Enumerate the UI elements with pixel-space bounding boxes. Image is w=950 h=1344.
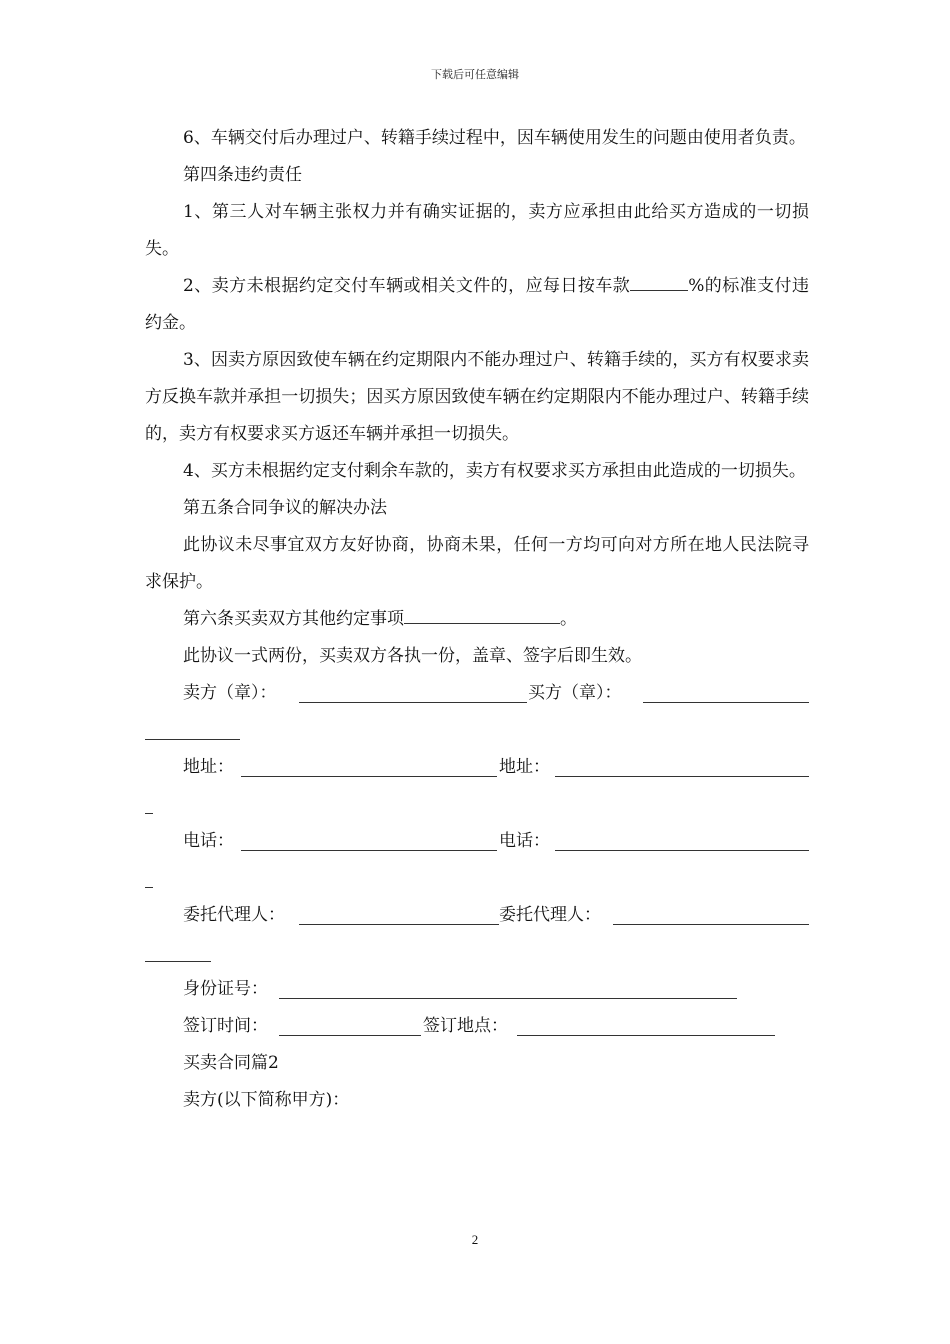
seller-phone-label: 电话： <box>183 831 234 851</box>
seller-address-line[interactable] <box>241 776 497 777</box>
buyer-agent-line[interactable] <box>613 924 809 925</box>
section-2-seller: 卖方(以下简称甲方)： <box>183 1090 350 1110</box>
address-row-tail <box>145 786 809 823</box>
seal-row-tail <box>145 712 809 749</box>
other-terms-blank[interactable] <box>404 609 560 624</box>
seller-address-label: 地址： <box>183 757 234 777</box>
phone-row-tail <box>145 860 809 897</box>
dispute-clause: 此协议未尽事宜双方友好协商，协商未果，任何一方均可向对方所在地人民法院寻求保护。 <box>145 535 809 592</box>
section-2-title: 买卖合同篇2 <box>183 1053 279 1073</box>
address-row <box>145 749 809 786</box>
buyer-seal-label: 买方（章）： <box>528 683 622 703</box>
seller-agent-label: 委托代理人： <box>183 905 285 925</box>
article-6: 第六条买卖双方其他约定事项 。 <box>183 609 577 629</box>
sign-place-line[interactable] <box>517 1035 775 1036</box>
document-body <box>145 120 809 1119</box>
seller-agent-line[interactable] <box>299 924 499 925</box>
sign-time-line[interactable] <box>279 1035 421 1036</box>
agent-row <box>145 897 809 934</box>
article-5-title: 第五条合同争议的解决办法 <box>183 498 387 518</box>
seller-seal-label: 卖方（章）： <box>183 683 277 703</box>
agent-row-tail <box>145 934 809 971</box>
sign-time-label: 签订时间： <box>183 1016 268 1036</box>
seller-phone-line[interactable] <box>241 850 497 851</box>
clause-6: 6、车辆交付后办理过户、转籍手续过程中，因车辆使用发生的问题由使用者负责。 <box>183 128 806 148</box>
seal-row <box>145 675 809 712</box>
buyer-seal-line[interactable] <box>643 702 809 703</box>
clause-4-1: 1、第三人对车辆主张权力并有确实证据的，卖方应承担由此给买方造成的一切损失。 <box>145 202 809 259</box>
page-number: 2 <box>471 1232 479 1247</box>
clause-4-2: 2、卖方未根据约定交付车辆或相关文件的，应每日按车款 %的标准支付违约金。 <box>145 276 809 333</box>
article-4-title: 第四条违约责任 <box>183 165 302 185</box>
id-number-line[interactable] <box>279 998 737 999</box>
buyer-phone-line[interactable] <box>555 850 809 851</box>
sign-place-label: 签订地点： <box>423 1016 508 1036</box>
page-header: 下载后可任意编辑 <box>431 68 519 81</box>
clause-4-3: 3、因卖方原因致使车辆在约定期限内不能办理过户、转籍手续的，买方有权要求卖方反换车款并承担一切损失；因买方原因致使车辆在约定期限内不能办理过户、转籍手续的，卖方有权要求买方返还车辆并承担一切损失。 <box>145 350 809 444</box>
sign-row <box>145 1008 809 1045</box>
buyer-agent-label: 委托代理人： <box>499 905 601 925</box>
clause-4-4: 4、买方未根据约定支付剩余车款的，卖方有权要求买方承担由此造成的一切损失。 <box>183 461 806 481</box>
penalty-rate-blank[interactable] <box>630 276 688 291</box>
id-row <box>145 971 809 1008</box>
buyer-address-line[interactable] <box>555 776 809 777</box>
id-number-label: 身份证号： <box>183 979 268 999</box>
copies-clause: 此协议一式两份，买卖双方各执一份，盖章、签字后即生效。 <box>183 646 642 666</box>
phone-row <box>145 823 809 860</box>
seller-seal-line[interactable] <box>299 702 527 703</box>
buyer-address-label: 地址： <box>499 757 550 777</box>
buyer-phone-label: 电话： <box>499 831 550 851</box>
